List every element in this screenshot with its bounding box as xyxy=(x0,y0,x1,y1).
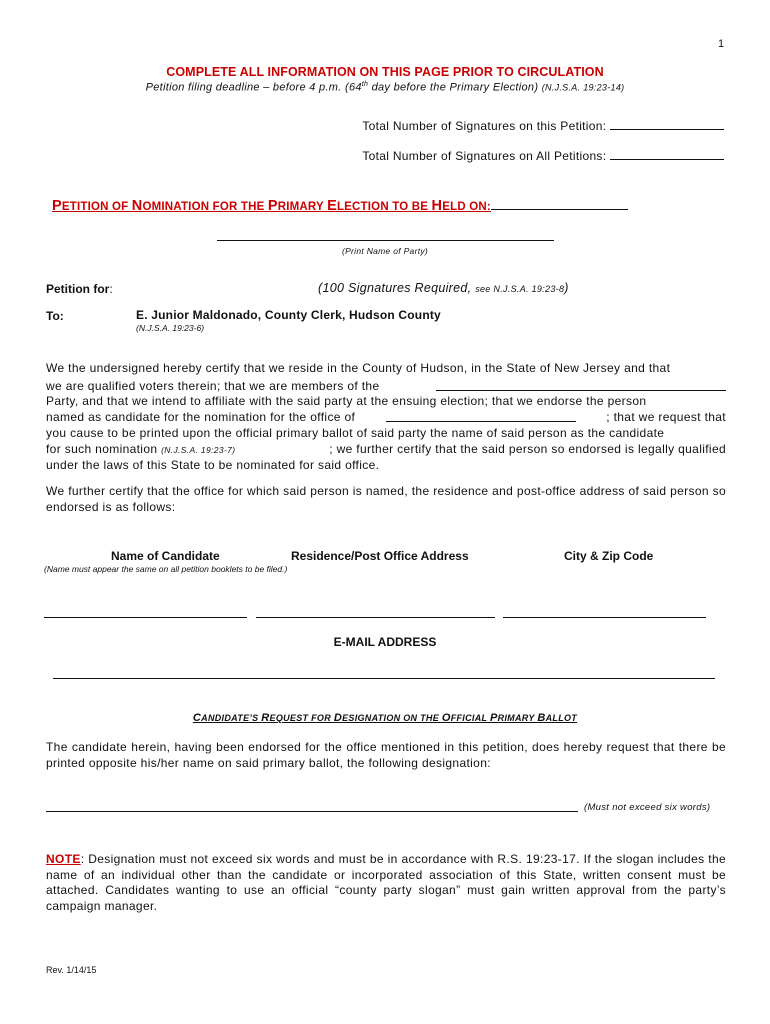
dt-10: B xyxy=(537,712,546,724)
certify-line-6 xyxy=(46,442,726,459)
circulation-instruction: COMPLETE ALL INFORMATION ON THIS PAGE PRIOR TO CIRCULATION xyxy=(166,65,604,79)
dt-7: FFICIAL xyxy=(450,713,490,723)
party-name-caption: (Print Name of Party) xyxy=(341,246,429,256)
note-text: : Designation must not exceed six words and must be in accordance with R.S. 19:23-17. If the slogan includes the name of an individual other than the candidate or incorporated association of this State, written consent must be attached. Candidates wanting to use an official “county party slogan” must gain written approval from the party’s campaign manager. xyxy=(46,852,726,914)
signatures-required-text: (100 Signatures Required, xyxy=(318,281,476,295)
dt-8: P xyxy=(489,712,498,724)
election-date-field[interactable] xyxy=(491,197,628,210)
certify-line-4a: named as candidate for the nomination for the office of xyxy=(46,410,356,425)
petition-for-text: Petition for xyxy=(46,282,110,296)
city-zip-field[interactable] xyxy=(503,617,706,618)
dt-2: R xyxy=(261,712,270,724)
email-address-label: E-MAIL ADDRESS xyxy=(333,635,437,649)
certify-line-1: We the undersigned hereby certify that we reside in the County of Hudson, in the State of New Jersey and that xyxy=(46,361,671,375)
signatures-this-petition-field[interactable] xyxy=(610,118,724,130)
office-field[interactable] xyxy=(386,410,576,422)
filing-deadline xyxy=(0,81,770,94)
certify-line-6-cite: (N.J.S.A. 19:23-7) xyxy=(161,444,236,455)
title-p3: P xyxy=(267,198,278,214)
dt-11: ALLOT xyxy=(545,713,578,723)
designation-field[interactable] xyxy=(46,811,578,812)
name-of-candidate-header: Name of Candidate xyxy=(111,549,220,563)
dt-1: ANDIDATE’S xyxy=(201,713,262,723)
title-p1: P xyxy=(52,198,62,214)
certify-line-7: under the laws of this State to be nominated for said office. xyxy=(46,458,380,473)
petition-for-colon: : xyxy=(109,282,113,296)
party-member-field[interactable] xyxy=(436,379,726,391)
designation-title xyxy=(0,712,770,724)
county-clerk-cite: (N.J.S.A. 19:23-6) xyxy=(136,323,205,333)
deadline-sup: th xyxy=(361,81,369,88)
name-note: (Name must appear the same on all petition booklets to be filed.) xyxy=(44,564,288,574)
candidate-name-field[interactable] xyxy=(44,617,247,618)
certify-line-5: you cause to be printed upon the official primary ballot of said party the name of said person as the candidate xyxy=(46,425,665,440)
title-p2: N xyxy=(131,198,143,214)
deadline-citation: (N.J.S.A. 19:23-14) xyxy=(541,82,625,93)
dt-0: C xyxy=(192,712,202,724)
designation-limit: (Must not exceed six words) xyxy=(584,802,711,813)
deadline-prefix: Petition filing deadline – before 4 p.m. (64 xyxy=(145,81,362,94)
designation-request-paragraph: The candidate herein, having been endorsed for the office mentioned in this petition, does hereby request that there be printed opposite his/her name on said primary ballot, the following designation: xyxy=(46,740,726,770)
signatures-this-petition-label: Total Number of Signatures on this Petition: xyxy=(362,119,607,133)
signatures-required-close: ) xyxy=(564,281,569,295)
petition-title xyxy=(52,197,628,214)
residence-address-header: Residence/Post Office Address xyxy=(291,549,469,563)
title-p3-rest: RIMARY xyxy=(277,201,328,213)
note-label: NOTE xyxy=(46,852,81,866)
certify-line-4b: ; that we request that xyxy=(606,410,726,425)
city-zip-header: City & Zip Code xyxy=(564,549,654,563)
dt-6: O xyxy=(441,712,451,724)
certify-line-3: Party, and that we intend to affiliate with the said party at the ensuing election; that we endorse the person xyxy=(46,394,647,409)
certify-line-2 xyxy=(46,379,726,395)
further-certify-paragraph: We further certify that the office for which said person is named, the residence and post-office address of said person so endorsed is as follows: xyxy=(46,484,726,514)
certify-line-6a: for such nomination xyxy=(46,441,158,456)
signatures-all-petitions-field[interactable] xyxy=(610,148,724,160)
certify-line-6b: ; we further certify that the said person so endorsed is legally qualified xyxy=(329,441,726,456)
revision-date: Rev. 1/14/15 xyxy=(46,965,97,975)
certification-paragraph xyxy=(46,361,726,474)
party-name-field[interactable] xyxy=(217,240,554,241)
dt-4: D xyxy=(333,712,343,724)
title-p2-rest: OMINATION FOR THE xyxy=(142,201,268,213)
signatures-required xyxy=(318,281,569,295)
page-number: 1 xyxy=(718,38,725,50)
deadline-suffix: day before the Primary Election) xyxy=(368,81,539,94)
dt-5: ESIGNATION ON THE xyxy=(342,713,442,723)
certify-line-4 xyxy=(46,410,726,426)
dt-9: RIMARY xyxy=(497,713,538,723)
title-p5: H xyxy=(431,198,443,214)
county-clerk-name: E. Junior Maldonado, County Clerk, Hudson County xyxy=(136,308,441,322)
dt-3: EQUEST FOR xyxy=(269,713,334,723)
to-label: To: xyxy=(46,309,64,323)
title-p4-rest: LECTION TO BE xyxy=(336,201,432,213)
certify-line-2-text: we are qualified voters therein; that we are members of the xyxy=(46,378,380,393)
residence-address-field[interactable] xyxy=(256,617,495,618)
signatures-this-petition-row xyxy=(362,118,724,133)
title-p5-rest: ELD ON: xyxy=(442,201,491,213)
email-address-field[interactable] xyxy=(53,678,715,679)
signatures-all-petitions-label: Total Number of Signatures on All Petitions: xyxy=(362,149,607,163)
signatures-required-cite: see N.J.S.A. 19:23-8 xyxy=(475,284,565,294)
title-p4: E xyxy=(327,198,337,214)
note-paragraph xyxy=(46,852,726,915)
title-p1-rest: ETITION OF xyxy=(61,201,132,213)
signatures-all-petitions-row xyxy=(362,148,724,163)
petition-for-label xyxy=(46,282,113,296)
